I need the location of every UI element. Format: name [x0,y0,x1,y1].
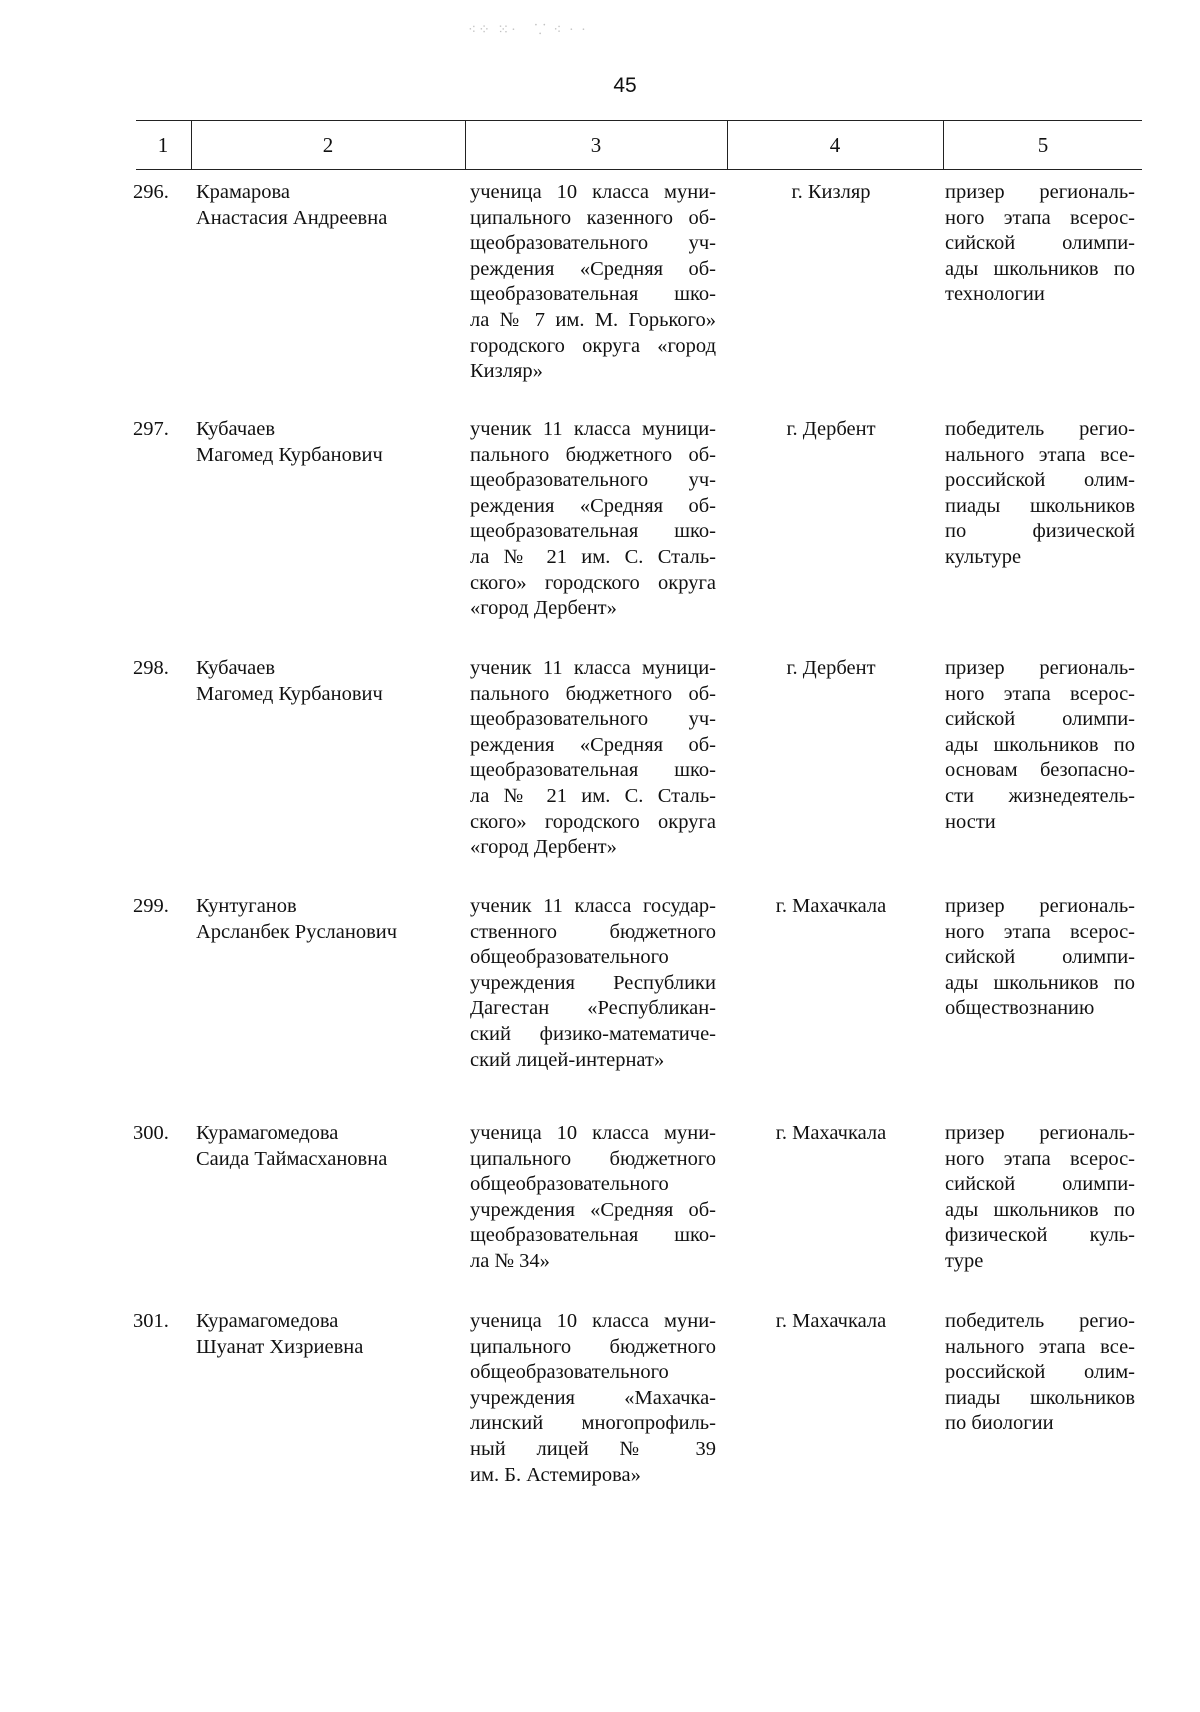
olympiad-result-line: ады школьников по [945,1198,1135,1221]
olympiad-result-line: по биологии [945,1412,1054,1435]
student-name-line: Арсланбек Русланович [196,920,398,943]
header-col-5: 5 [1037,133,1049,157]
school-info-line: щеобразовательная шко- [470,759,716,782]
school-info-line: ципального бюджетного [470,1147,716,1170]
page-number: 45 [613,74,637,97]
school-info-line: им. Б. Астемирова» [470,1463,641,1486]
student-name-line: Кунтуганов [196,895,297,917]
city: г. Махачкала [775,1122,887,1144]
row-number: 296. [133,181,169,203]
city: г. Махачкала [775,895,887,917]
header-col-1: 1 [157,133,169,157]
school-info [470,180,716,385]
school-info [470,656,716,861]
olympiad-result-line: пиады школьников [945,1386,1135,1409]
school-info-line: ученица 10 класса муни- [470,1122,716,1144]
olympiad-result-line: российской олим- [945,469,1135,492]
school-info [470,1309,716,1488]
school-info-line: ученик 11 класса государ- [470,895,716,917]
olympiad-result-line: ности [945,810,996,833]
olympiad-result-line: ады школьников по [945,257,1135,280]
olympiad-result-line: сийской олимпи- [945,232,1135,255]
student-name-line: Кубачаев [196,657,276,679]
olympiad-result-line: призер региональ- [945,1122,1135,1144]
olympiad-result-line: сийской олимпи- [945,1173,1135,1196]
city: г. Дербент [786,418,876,440]
school-info-line: общеобразовательного [470,946,669,969]
school-info-line: щеобразовательная шко- [470,1224,716,1247]
school-info-line: Дагестан «Республикан- [470,997,716,1020]
student-name-line: Курамагомедова [196,1310,339,1332]
student-name [196,894,456,945]
school-info-line: ственного бюджетного [470,920,716,943]
olympiad-result-line: основам безопасно- [945,759,1135,782]
olympiad-result-line: призер региональ- [945,657,1135,679]
school-info-line: щеобразовательная шко- [470,520,716,543]
school-info-line: учреждения «Махачка- [470,1386,716,1409]
olympiad-result-line: российской олим- [945,1361,1135,1384]
row-number: 298. [133,657,169,679]
city: г. Кизляр [791,181,871,203]
school-info-line: ла № 21 им. С. Сталь- [470,784,716,807]
row-number: 297. [133,418,169,440]
school-info-line: ский лицей-интернат» [470,1048,665,1071]
student-name-line: Саида Таймасхановна [196,1147,388,1170]
school-info-line: ла № 21 им. С. Сталь- [470,545,716,568]
olympiad-result-line: ного этапа всерос- [945,682,1135,705]
olympiad-result-line: пиады школьников [945,494,1135,517]
olympiad-result [945,656,1135,835]
olympiad-result-line: ного этапа всерос- [945,1147,1135,1170]
school-info-line: щеобразовательного уч- [470,232,716,255]
olympiad-result [945,1121,1135,1275]
school-info-line: линский многопрофиль- [470,1412,716,1435]
olympiad-result-line: физической куль- [945,1224,1135,1247]
school-info-line: ла № 7 им. М. Горького» [470,308,716,331]
row-number: 299. [133,895,169,917]
school-info-line: ского» городского округа [470,571,716,594]
school-info-line: ученик 11 класса муници- [470,418,716,440]
school-info-line: ципального бюджетного [470,1335,716,1358]
olympiad-result-line: ного этапа всерос- [945,206,1135,229]
school-info-line: ный лицей № 39 [470,1437,716,1460]
student-name-line: Шуанат Хизриевна [196,1335,364,1358]
school-info-line: ученица 10 класса муни- [470,1310,716,1332]
school-info-line: ученик 11 класса муници- [470,657,716,679]
olympiad-result-line: туре [945,1249,984,1272]
header-col-3: 3 [590,133,602,157]
school-info-line: городского округа «город [470,334,716,357]
student-name-line: Курамагомедова [196,1122,339,1144]
header-col-4: 4 [829,133,841,157]
olympiad-result-line: ного этапа всерос- [945,920,1135,943]
city: г. Дербент [786,657,876,679]
olympiad-result-line: ады школьников по [945,733,1135,756]
school-info-line: «город Дербент» [470,597,617,620]
row-number: 301. [133,1310,169,1332]
header-col-2: 2 [322,133,334,157]
olympiad-result-line: призер региональ- [945,181,1135,203]
olympiad-result [945,894,1135,1022]
olympiad-result-line: обществознанию [945,997,1095,1020]
scan-artifact: ⁖⁘ ⁙· ⸪ ⁖ · · [468,23,588,38]
olympiad-result-line: победитель регио- [945,1310,1135,1332]
olympiad-result [945,417,1135,571]
school-info-line: общеобразовательного [470,1361,669,1384]
student-name-line: Кубачаев [196,418,276,440]
olympiad-result-line: сийской олимпи- [945,946,1135,969]
olympiad-result-line: сийской олимпи- [945,708,1135,731]
row-number: 300. [133,1122,169,1144]
olympiad-result-line: культуре [945,545,1022,568]
olympiad-result-line: призер региональ- [945,895,1135,917]
student-name-line: Крамарова [196,181,290,203]
school-info-line: реждения «Средняя об- [470,494,716,517]
school-info-line: ученица 10 класса муни- [470,181,716,203]
table-header [136,120,1142,170]
school-info-line: ципального казенного об- [470,206,716,229]
school-info-line: пального бюджетного об- [470,682,716,705]
school-info-line: пального бюджетного об- [470,443,716,466]
school-info-line: ского» городского округа [470,810,716,833]
school-info-line: щеобразовательного уч- [470,469,716,492]
school-info-line: ла № 34» [470,1249,550,1272]
school-info [470,894,716,1073]
olympiad-result-line: технологии [945,283,1045,306]
student-name [196,417,456,468]
student-name-line: Магомед Курбанович [196,682,383,705]
olympiad-result [945,180,1135,308]
school-info-line: учреждения «Средняя об- [470,1198,716,1221]
student-name-line: Анастасия Андреевна [196,206,388,229]
olympiad-result-line: по физической [945,520,1135,543]
olympiad-result-line: сти жизнедеятель- [945,784,1135,807]
school-info-line: «город Дербент» [470,836,617,859]
olympiad-result-line: ады школьников по [945,971,1135,994]
olympiad-result-line: нального этапа все- [945,1335,1135,1358]
student-name [196,1309,456,1360]
school-info-line: общеобразовательного [470,1173,669,1196]
student-name [196,656,456,707]
school-info-line: Кизляр» [470,360,543,383]
school-info-line: ский физико-математиче- [470,1022,716,1045]
school-info [470,1121,716,1275]
school-info [470,417,716,622]
city: г. Махачкала [775,1310,887,1332]
school-info-line: щеобразовательного уч- [470,708,716,731]
school-info-line: щеобразовательная шко- [470,283,716,306]
school-info-line: учреждения Республики [470,971,716,994]
school-info-line: реждения «Средняя об- [470,733,716,756]
olympiad-result-line: нального этапа все- [945,443,1135,466]
school-info-line: реждения «Средняя об- [470,257,716,280]
olympiad-result [945,1309,1135,1437]
student-name [196,180,456,231]
student-name-line: Магомед Курбанович [196,443,383,466]
olympiad-result-line: победитель регио- [945,418,1135,440]
student-name [196,1121,456,1172]
